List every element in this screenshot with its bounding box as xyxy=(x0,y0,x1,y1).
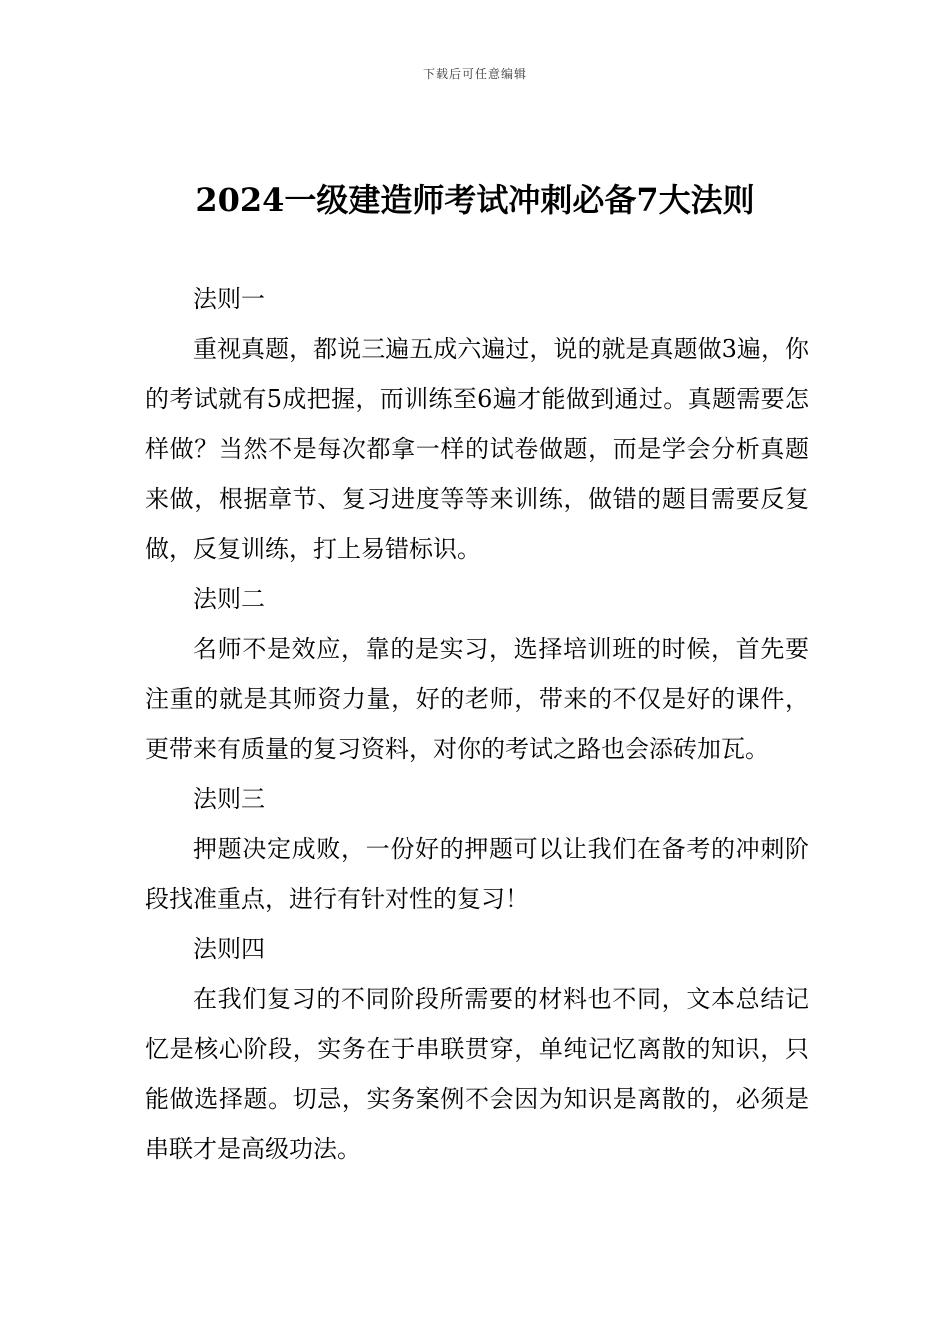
section-heading-1: 法则一 xyxy=(193,285,265,313)
section-paragraph-1: 重视真题，都说三遍五成六遍过，说的就是真题做3遍，你的考试就有5成把握，而训练至6遍才能做到通过。真题需要怎样做？当然不是每次都拿一样的试卷做题，而是学会分析真题来做，根据章节、复习进度等等来训练，做错的题目需要反复做，反复训练，打上易错标识。 xyxy=(145,335,809,563)
section-heading-4: 法则四 xyxy=(193,935,265,963)
document-body xyxy=(145,274,809,1174)
document-title: 2024一级建造师考试冲刺必备7大法则 xyxy=(195,181,755,219)
header-note: 下载后可任意编辑 xyxy=(422,67,527,81)
section-paragraph-4: 在我们复习的不同阶段所需要的材料也不同，文本总结记忆是核心阶段，实务在于串联贯穿，单纯记忆离散的知识，只能做选择题。切忌，实务案例不会因为知识是离散的，必须是串联才是高级功法。 xyxy=(145,985,809,1163)
section-paragraph-3: 押题决定成败，一份好的押题可以让我们在备考的冲刺阶段找准重点，进行有针对性的复习！ xyxy=(145,835,809,913)
section-heading-3: 法则三 xyxy=(193,785,265,813)
section-paragraph-2: 名师不是效应，靠的是实习，选择培训班的时候，首先要注重的就是其师资力量，好的老师，带来的不仅是好的课件，更带来有质量的复习资料，对你的考试之路也会添砖加瓦。 xyxy=(145,635,809,763)
section-heading-2: 法则二 xyxy=(193,585,265,613)
